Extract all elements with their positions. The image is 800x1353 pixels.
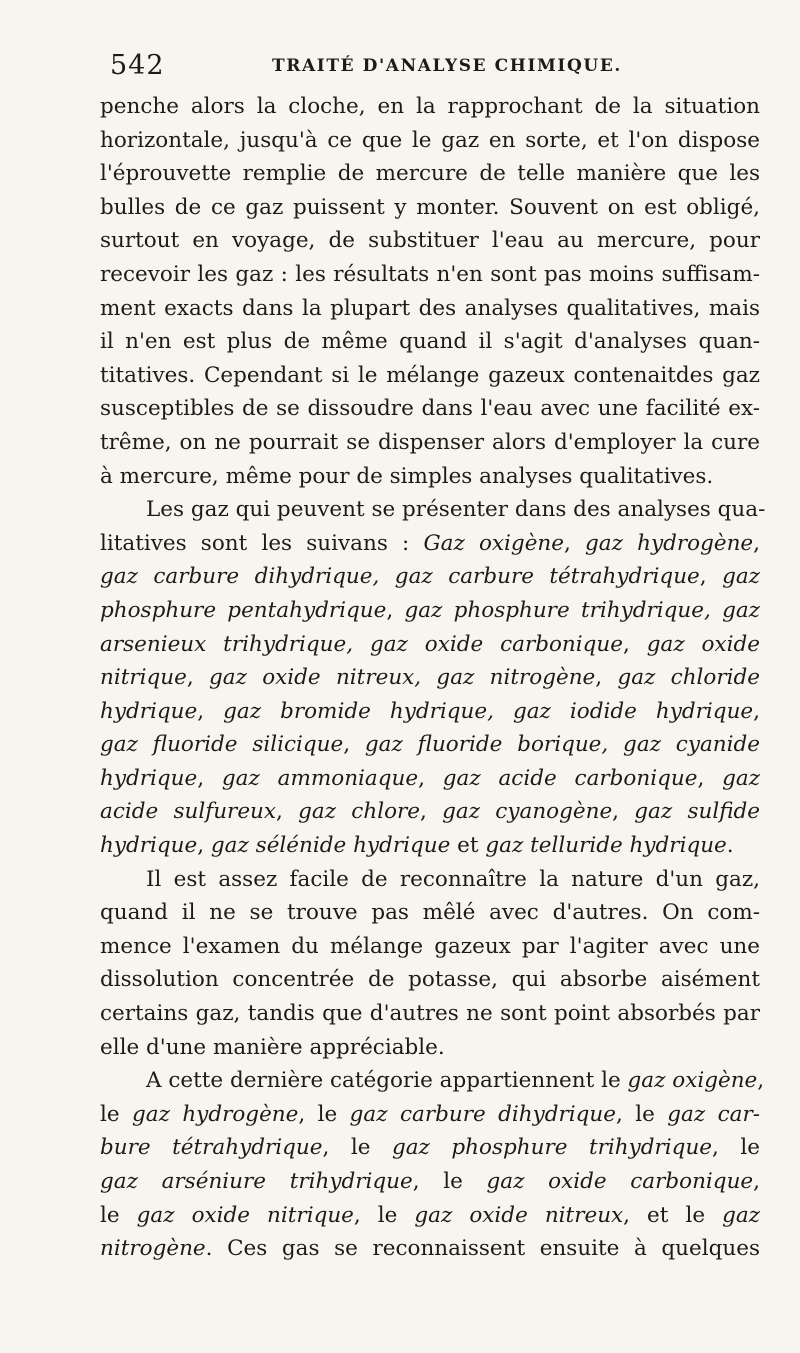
- text-segment: ment exacts dans la plupart des analyses qualitatives, mais: [100, 295, 760, 321]
- italic-text: gaz: [722, 1202, 760, 1228]
- text-segment: ,: [623, 631, 647, 657]
- italic-text: gaz sélénide hydrique: [210, 833, 451, 859]
- text-line: [100, 1098, 760, 1132]
- text-segment: ,: [753, 1169, 760, 1194]
- text-segment: à mercure, même pour de simples analyses qualitatives.: [100, 463, 714, 489]
- italic-text: gaz sulfide: [634, 799, 761, 825]
- text-line: [100, 728, 760, 762]
- text-segment: surtout en voyage, de substituer l'eau au mercure, pour: [100, 228, 760, 254]
- text-segment: Il est assez facile de reconnaître la nature d'un gaz,: [146, 866, 760, 892]
- italic-text: gaz chloride: [617, 665, 761, 691]
- text-segment: ,: [612, 799, 635, 825]
- text-line: [100, 325, 760, 359]
- book-page: [100, 50, 766, 1266]
- text-segment: ,: [564, 530, 586, 556]
- italic-text: Gaz oxigène: [423, 530, 564, 556]
- italic-text: gaz fluoride silicique: [100, 732, 344, 758]
- text-segment: , le: [412, 1169, 487, 1194]
- italic-text: gaz oxide carbonique: [486, 1169, 754, 1194]
- italic-text: gaz: [722, 765, 761, 791]
- text-line: [100, 90, 760, 124]
- text-line: [100, 695, 760, 729]
- text-line: [100, 594, 760, 628]
- text-line: [100, 963, 760, 997]
- text-segment: ,: [186, 665, 209, 691]
- text-segment: ,: [197, 698, 224, 724]
- text-segment: , le: [712, 1135, 760, 1161]
- text-segment: bulles de ce gaz puissent y monter. Souvent on est obligé,: [100, 194, 760, 220]
- text-segment: ,: [753, 698, 760, 724]
- italic-text: gaz phosphure trihydrique: [391, 1135, 713, 1161]
- italic-text: gaz acide carbonique: [442, 765, 698, 791]
- text-segment: ,: [699, 564, 723, 590]
- italic-text: arsenieux trihydrique, gaz oxide carbonique: [100, 631, 623, 657]
- text-line: [100, 1064, 765, 1098]
- text-segment: , le: [353, 1202, 415, 1228]
- italic-text: gaz hydrogène: [585, 530, 754, 556]
- text-segment: dissolution concentrée de potasse, qui absorbe aisément: [100, 967, 760, 993]
- text-line: [100, 157, 760, 191]
- text-segment: A cette dernière catégorie appartiennent le: [146, 1068, 628, 1094]
- italic-text: gaz cyanogène: [442, 799, 613, 825]
- italic-text: nitrogène: [100, 1236, 206, 1262]
- text-line: [100, 661, 760, 695]
- italic-text: gaz bromide hydrique, gaz iodide hydrique: [223, 698, 754, 724]
- text-segment: et: [450, 833, 486, 859]
- text-line: [100, 930, 760, 964]
- text-segment: le: [100, 1202, 137, 1228]
- text-line: [100, 628, 760, 662]
- italic-text: gaz telluride hydrique: [485, 833, 727, 859]
- text-segment: ,: [386, 597, 405, 623]
- italic-text: bure tétrahydrique: [100, 1135, 323, 1161]
- italic-text: hydrique: [100, 765, 198, 791]
- italic-text: gaz oxide nitreux, gaz nitrogène: [209, 665, 596, 691]
- text-segment: ,: [595, 665, 618, 691]
- text-segment: quand il ne se trouve pas mêlé avec d'autres. On com-: [100, 900, 760, 926]
- text-segment: titatives. Cependant si le mélange gazeux contenaitdes gaz: [100, 362, 760, 388]
- text-line: [100, 191, 760, 225]
- body-text: [100, 90, 766, 1266]
- text-segment: ,: [197, 765, 222, 791]
- italic-text: hydrique: [100, 833, 198, 859]
- text-segment: elle d'une manière appréciable.: [100, 1034, 445, 1060]
- text-line: [100, 896, 760, 930]
- text-segment: ,: [757, 1068, 765, 1094]
- text-segment: ,: [276, 799, 299, 825]
- italic-text: gaz hydrogène: [132, 1101, 299, 1127]
- italic-text: gaz ammoniaque: [221, 765, 419, 791]
- italic-text: gaz oxide: [646, 631, 760, 657]
- italic-text: hydrique: [100, 698, 198, 724]
- text-segment: ,: [753, 530, 761, 556]
- italic-text: gaz oxigène: [627, 1068, 758, 1094]
- text-segment: ,: [197, 833, 211, 859]
- text-line: [100, 359, 760, 393]
- text-segment: certains gaz, tandis que d'autres ne sont point absorbés par: [100, 1001, 760, 1027]
- text-line: [100, 1165, 760, 1199]
- text-line: [100, 292, 760, 326]
- text-segment: ,: [418, 765, 443, 791]
- italic-text: gaz oxide nitreux: [414, 1202, 624, 1228]
- italic-text: gaz phosphure trihydrique, gaz: [404, 597, 760, 623]
- text-segment: ,: [343, 732, 365, 758]
- italic-text: gaz chlore: [298, 799, 421, 825]
- text-line: [100, 795, 760, 829]
- text-line: [100, 1131, 760, 1165]
- text-line: [100, 224, 760, 258]
- text-line: [100, 527, 760, 561]
- text-line: [100, 392, 760, 426]
- text-line: [100, 258, 760, 292]
- text-line: [100, 997, 760, 1031]
- text-line: [100, 124, 760, 158]
- text-segment: litatives sont les suivans :: [100, 530, 424, 556]
- italic-text: gaz: [722, 564, 760, 590]
- italic-text: gaz oxide nitrique: [136, 1202, 354, 1228]
- text-segment: , le: [616, 1101, 668, 1127]
- text-segment: trême, on ne pourrait se dispenser alors d'employer la cure: [100, 429, 760, 455]
- text-line: [100, 829, 760, 863]
- text-segment: recevoir les gaz : les résultats n'en sont pas moins suffisam-: [100, 261, 760, 287]
- text-segment: , le: [322, 1135, 392, 1161]
- italic-text: gaz arséniure trihydrique: [100, 1169, 413, 1194]
- text-line: [100, 1031, 760, 1065]
- text-segment: penche alors la cloche, en la rapprochant de la situation: [100, 94, 760, 119]
- text-segment: . Ces gas se reconnaissent ensuite à quelques: [205, 1236, 760, 1262]
- text-segment: susceptibles de se dissoudre dans l'eau avec une facilité ex-: [100, 396, 760, 422]
- page-number: 542: [110, 50, 165, 81]
- page-header: [100, 50, 760, 88]
- text-segment: , et le: [623, 1202, 723, 1228]
- text-line: [100, 863, 760, 897]
- text-segment: , le: [298, 1101, 350, 1127]
- text-line: [100, 762, 760, 796]
- text-segment: le: [100, 1101, 133, 1127]
- italic-text: gaz carbure dihydrique, gaz carbure tétrahydrique: [100, 564, 700, 590]
- italic-text: gaz carbure dihydrique: [349, 1101, 617, 1127]
- italic-text: nitrique: [100, 665, 187, 691]
- italic-text: acide sulfureux: [100, 799, 277, 825]
- running-title: TRAITÉ D'ANALYSE CHIMIQUE.: [272, 56, 622, 76]
- text-segment: Les gaz qui peuvent se présenter dans des analyses qua-: [146, 497, 766, 523]
- text-line: [100, 560, 760, 594]
- text-line: [100, 426, 760, 460]
- text-line: [100, 1232, 760, 1266]
- text-segment: mence l'examen du mélange gazeux par l'agiter avec une: [100, 933, 760, 959]
- text-segment: ,: [420, 799, 443, 825]
- text-segment: il n'en est plus de même quand il s'agit d'analyses quan-: [100, 329, 760, 355]
- text-line: [100, 1199, 760, 1233]
- italic-text: gaz fluoride borique, gaz cyanide: [364, 732, 760, 758]
- text-segment: ,: [697, 765, 723, 791]
- text-segment: horizontale, jusqu'à ce que le gaz en sorte, et l'on dispose: [100, 127, 760, 153]
- italic-text: phosphure pentahydrique: [100, 597, 387, 623]
- text-line: [100, 460, 760, 494]
- italic-text: gaz car-: [667, 1101, 761, 1127]
- text-segment: .: [726, 833, 734, 859]
- text-segment: l'éprouvette remplie de mercure de telle manière que les: [100, 161, 760, 187]
- text-line: [100, 493, 766, 527]
